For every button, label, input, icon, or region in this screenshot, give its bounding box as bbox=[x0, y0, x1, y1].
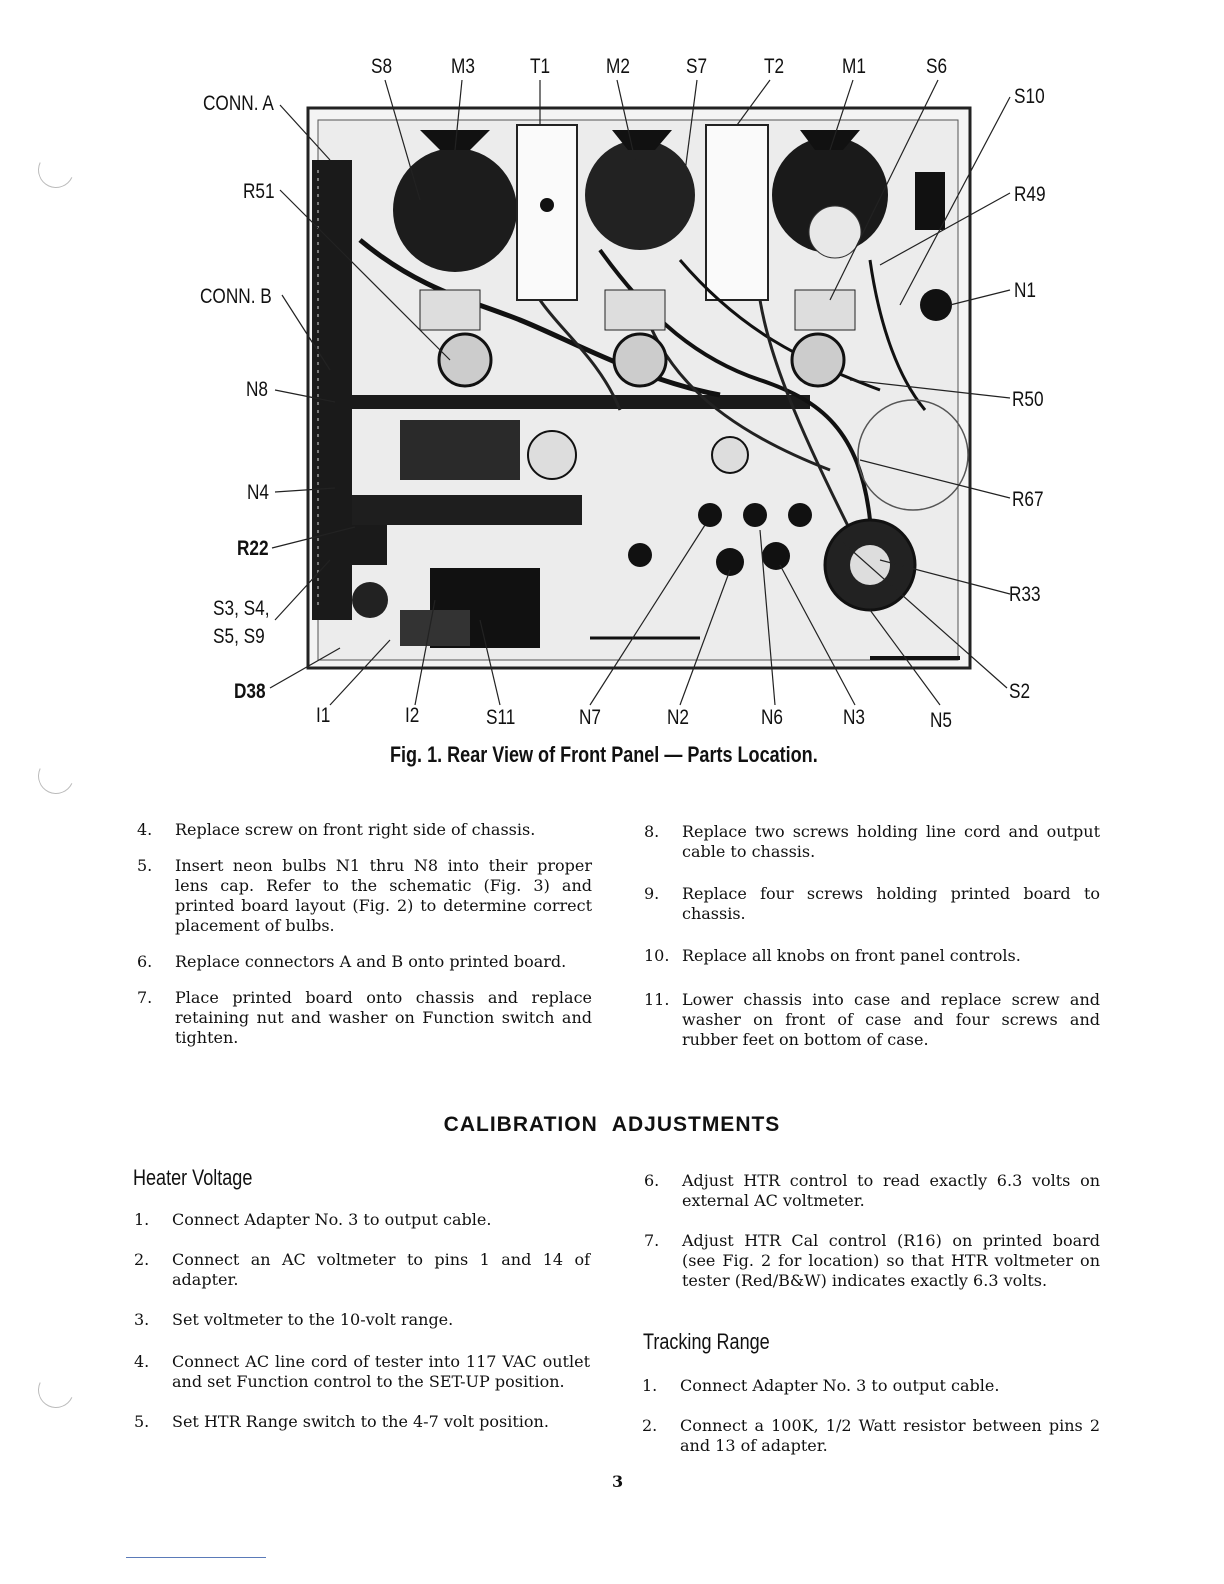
label-i2: I2 bbox=[405, 704, 420, 727]
label-n6: N6 bbox=[761, 706, 784, 729]
list-item: 1. Connect Adapter No. 3 to output cable. bbox=[134, 1210, 492, 1229]
list-item: 8. Replace two screws holding line cord and output cable to chassis. bbox=[644, 822, 1100, 861]
label-s11: S11 bbox=[486, 706, 516, 729]
label-n3: N3 bbox=[843, 706, 866, 729]
label-s7: S7 bbox=[686, 55, 708, 78]
list-item: 4. Connect AC line cord of tester into 117 VAC outlet and set Function control to the SET-UP position. bbox=[134, 1352, 590, 1391]
list-item: 6. Replace connectors A and B onto printed board. bbox=[137, 952, 567, 971]
label-s8: S8 bbox=[371, 55, 393, 78]
heater-voltage-heading: Heater Voltage bbox=[133, 1165, 253, 1190]
parts-location-figure bbox=[0, 0, 1224, 770]
heater-steps-left bbox=[134, 1210, 590, 1448]
label-s2: S2 bbox=[1009, 680, 1031, 703]
assembly-steps-right bbox=[644, 822, 1100, 1066]
list-item: 9. Replace four screws holding printed board to chassis. bbox=[644, 884, 1100, 923]
label-r50: R50 bbox=[1012, 388, 1044, 411]
label-s3-s4: S3, S4, bbox=[213, 597, 270, 620]
label-n1: N1 bbox=[1014, 279, 1037, 302]
section-title: CALIBRATION ADJUSTMENTS bbox=[443, 1113, 781, 1136]
list-item: 2. Connect an AC voltmeter to pins 1 and 14 of adapter. bbox=[134, 1250, 590, 1289]
tracking-range-heading: Tracking Range bbox=[643, 1329, 770, 1354]
page-number: 3 bbox=[612, 1472, 624, 1491]
heater-steps-right bbox=[644, 1171, 1100, 1307]
list-item: 2. Connect a 100K, 1/2 Watt resistor between pins 2 and 13 of adapter. bbox=[642, 1416, 1100, 1455]
figure-caption: Fig. 1. Rear View of Front Panel — Parts Location. bbox=[390, 742, 818, 767]
chassis-photo bbox=[0, 0, 1224, 770]
label-s10: S10 bbox=[1014, 85, 1045, 108]
list-item: 5. Set HTR Range switch to the 4-7 volt position. bbox=[134, 1412, 549, 1431]
label-r67: R67 bbox=[1012, 488, 1044, 511]
label-m3: M3 bbox=[451, 55, 475, 78]
label-conn-b: CONN. B bbox=[200, 285, 272, 308]
list-item: 4. Replace screw on front right side of chassis. bbox=[137, 820, 536, 839]
label-r49: R49 bbox=[1014, 183, 1046, 206]
label-n8: N8 bbox=[246, 378, 269, 401]
label-n4: N4 bbox=[247, 481, 270, 504]
label-r51: R51 bbox=[243, 180, 275, 203]
footer-rule bbox=[126, 1557, 266, 1558]
list-item: 5. Insert neon bulbs N1 thru N8 into their proper lens cap. Refer to the schematic (Fig. 3) and printed board layout (Fig. 2) to determine correct placement of bulbs. bbox=[137, 856, 592, 935]
label-t1: T1 bbox=[530, 55, 551, 78]
label-m2: M2 bbox=[606, 55, 630, 78]
label-n7: N7 bbox=[579, 706, 602, 729]
label-conn-a: CONN. A bbox=[203, 92, 274, 115]
label-m1: M1 bbox=[842, 55, 866, 78]
label-s5-s9: S5, S9 bbox=[213, 625, 265, 648]
label-t2: T2 bbox=[764, 55, 785, 78]
label-n2: N2 bbox=[667, 706, 690, 729]
list-item: 7. Place printed board onto chassis and replace retaining nut and washer on Function switch and tighten. bbox=[137, 988, 592, 1047]
assembly-steps-left bbox=[137, 820, 592, 1064]
list-item: 1. Connect Adapter No. 3 to output cable. bbox=[642, 1376, 1000, 1395]
list-item: 10. Replace all knobs on front panel controls. bbox=[644, 946, 1021, 965]
label-n5: N5 bbox=[930, 709, 953, 732]
label-r33: R33 bbox=[1009, 583, 1041, 606]
punch-hole-mark bbox=[33, 1367, 79, 1413]
list-item: 6. Adjust HTR control to read exactly 6.3 volts on external AC voltmeter. bbox=[644, 1171, 1100, 1210]
tracking-steps bbox=[642, 1376, 1100, 1472]
label-s6: S6 bbox=[926, 55, 948, 78]
list-item: 7. Adjust HTR Cal control (R16) on printed board (see Fig. 2 for location) so that HTR voltmeter on tester (Red/B&W) indicates exactly 6.3 volts. bbox=[644, 1231, 1100, 1290]
label-i1: I1 bbox=[316, 704, 331, 727]
list-item: 11. Lower chassis into case and replace screw and washer on front of case and four screws and rubber feet on bottom of case. bbox=[644, 990, 1100, 1049]
list-item: 3. Set voltmeter to the 10-volt range. bbox=[134, 1310, 454, 1329]
label-d38: D38 bbox=[234, 680, 266, 703]
label-r22: R22 bbox=[237, 537, 269, 560]
